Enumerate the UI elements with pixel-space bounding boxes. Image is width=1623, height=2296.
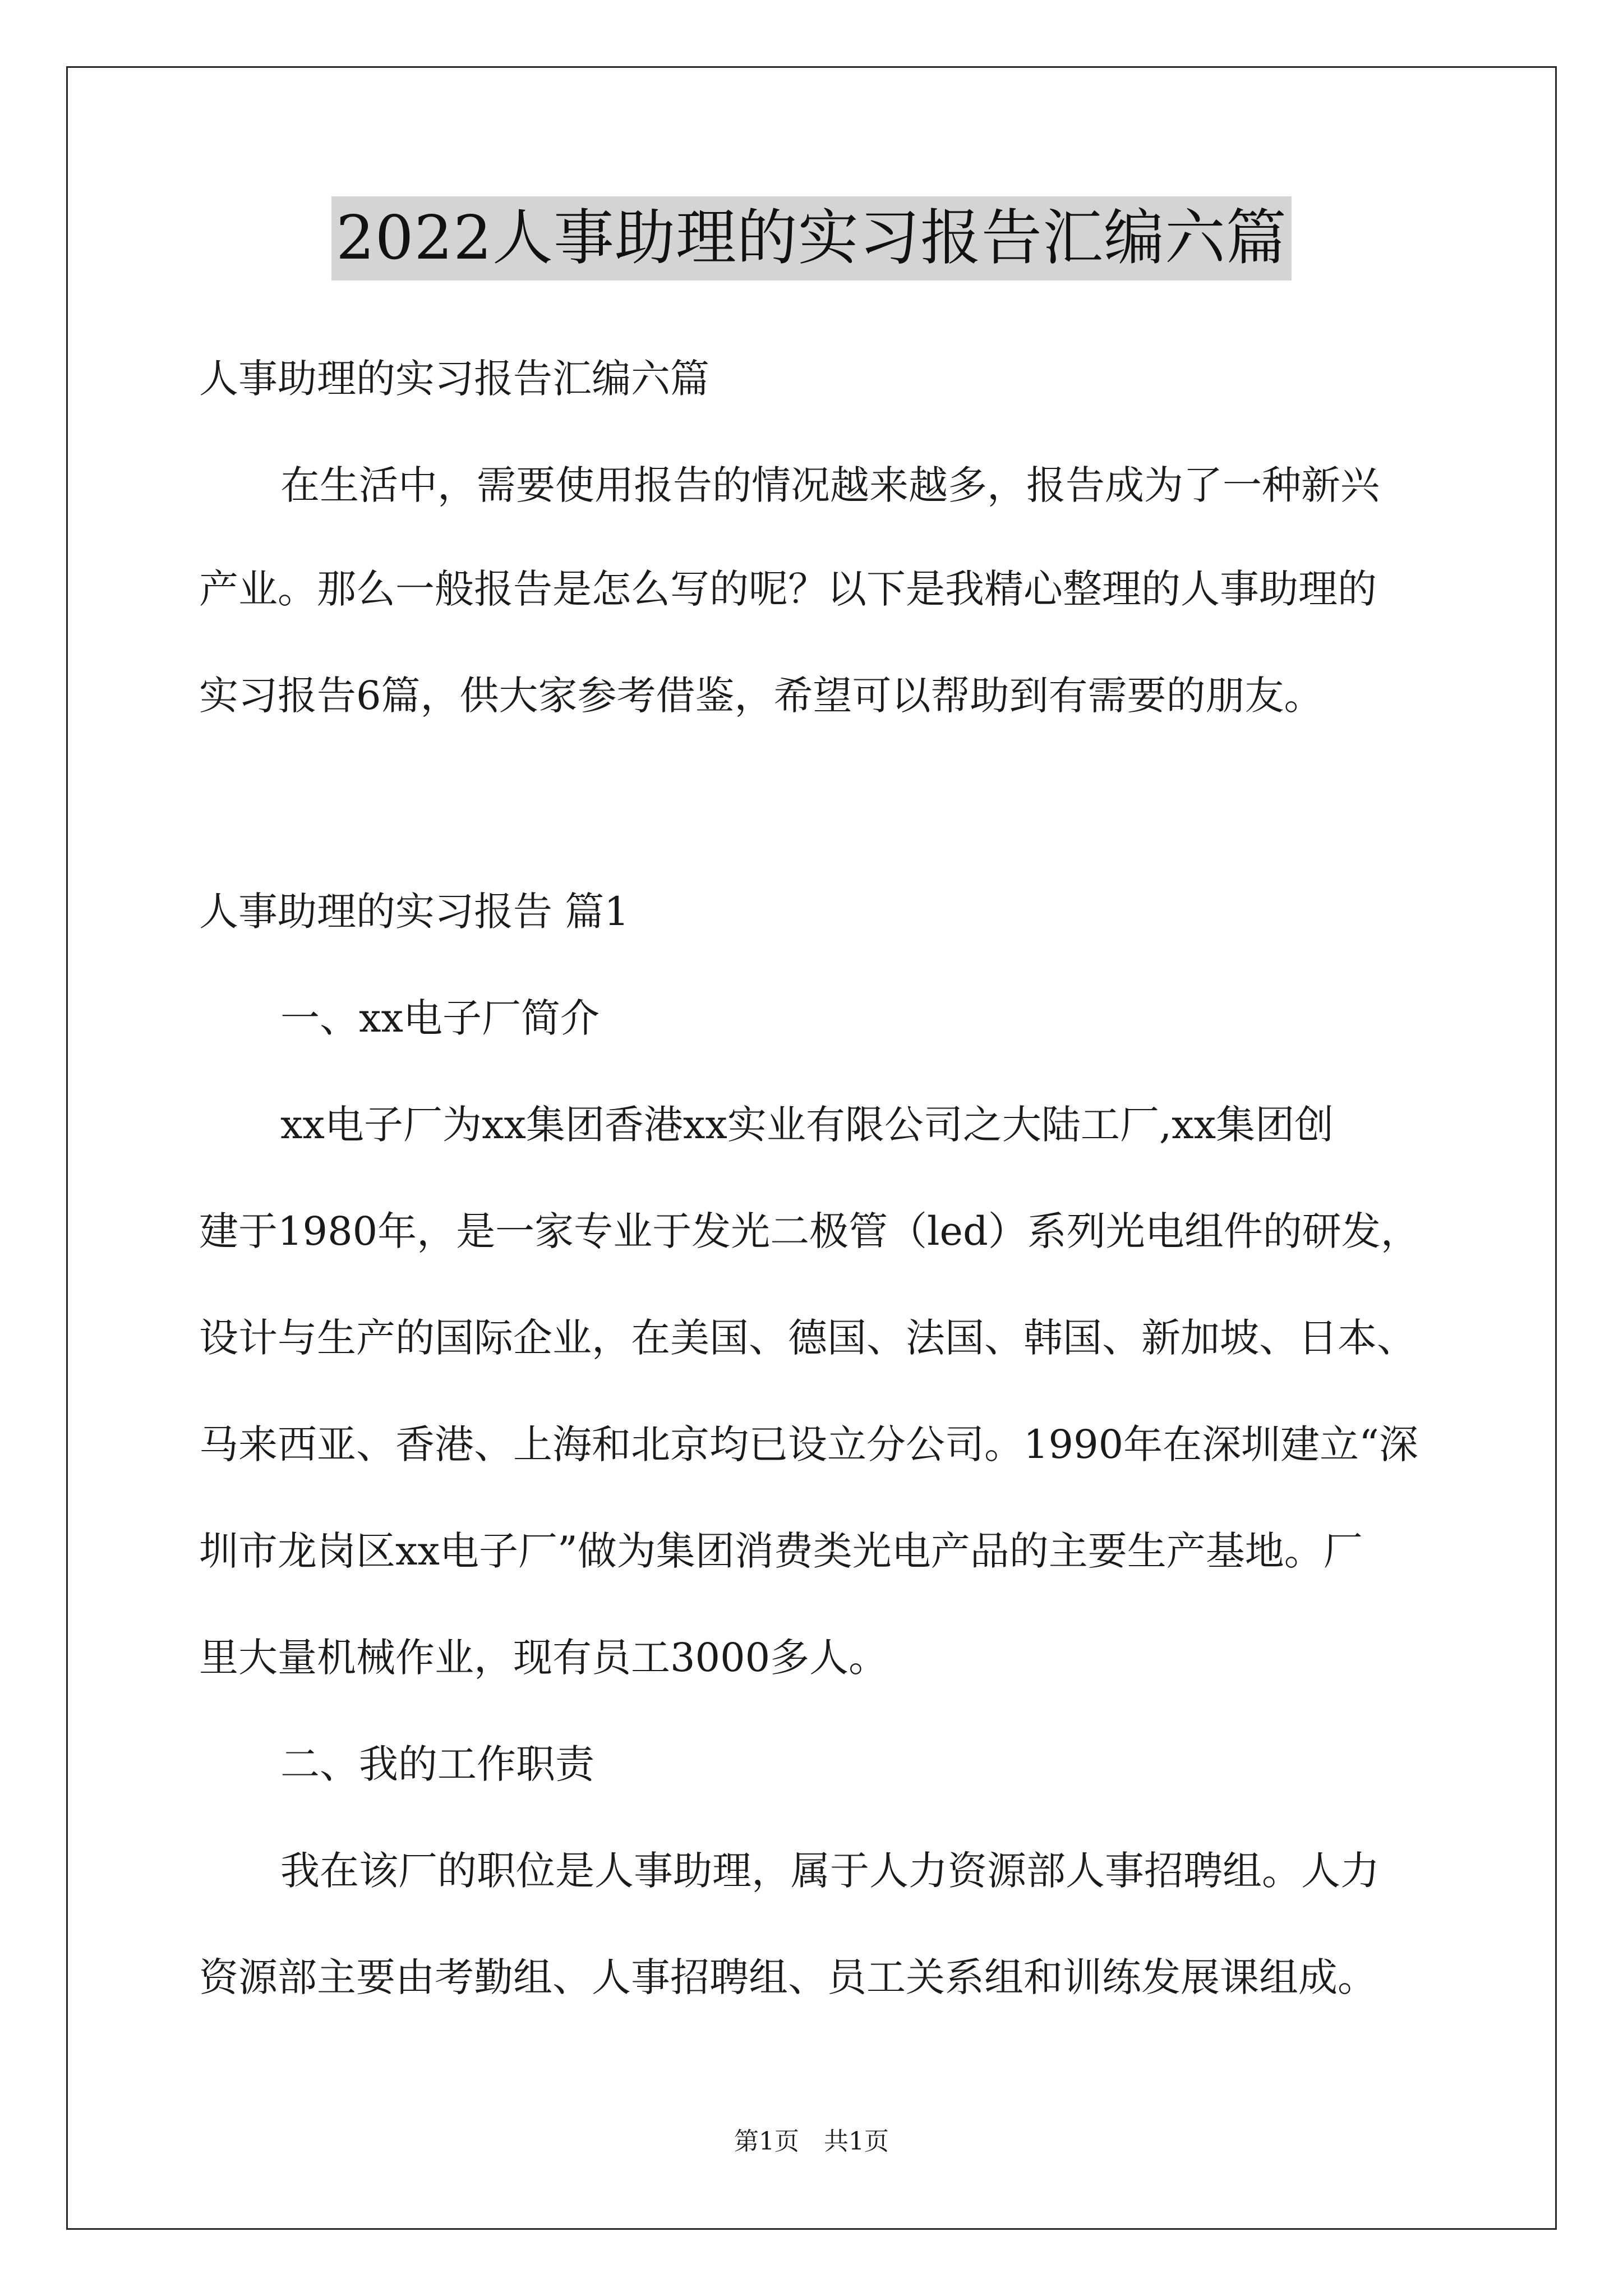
company-para-line-6: 里大量机械作业，现有员工3000多人。 (199, 1635, 888, 1681)
page-footer: 第1页 共1页 (734, 2127, 889, 2156)
document-subtitle: 人事助理的实习报告汇编六篇 (199, 356, 709, 402)
intro-line-1: 在生活中，需要使用报告的情况越来越多，报告成为了一种新兴 (280, 462, 1380, 508)
intro-line-2: 产业。那么一般报告是怎么写的呢？以下是我精心整理的人事助理的 (199, 566, 1377, 612)
sub-heading-company-intro: 一、xx电子厂简介 (280, 995, 600, 1041)
company-para-line-1: xx电子厂为xx集团香港xx实业有限公司之大陆工厂,xx集团创 (280, 1102, 1334, 1148)
section-heading: 人事助理的实习报告 篇1 (199, 889, 629, 935)
company-para-line-3: 设计与生产的国际企业，在美国、德国、法国、韩国、新加坡、日本、 (199, 1315, 1416, 1361)
duties-para-line-2: 资源部主要由考勤组、人事招聘组、员工关系组和训练发展课组成。 (199, 1954, 1377, 2000)
document-title: 2022人事助理的实习报告汇编六篇 (331, 196, 1292, 280)
intro-line-3: 实习报告6篇，供大家参考借鉴，希望可以帮助到有需要的朋友。 (199, 673, 1324, 719)
company-para-line-2: 建于1980年，是一家专业于发光二极管（led）系列光电组件的研发， (199, 1208, 1420, 1254)
title-container (0, 196, 1623, 280)
company-para-line-5: 圳市龙岗区xx电子厂”做为集团消费类光电产品的主要生产基地。厂 (199, 1528, 1363, 1574)
duties-para-line-1: 我在该厂的职位是人事助理，属于人力资源部人事招聘组。人力 (280, 1848, 1380, 1894)
company-para-line-4: 马来西亚、香港、上海和北京均已设立分公司。1990年在深圳建立“深 (199, 1421, 1418, 1467)
sub-heading-duties: 二、我的工作职责 (280, 1741, 594, 1787)
